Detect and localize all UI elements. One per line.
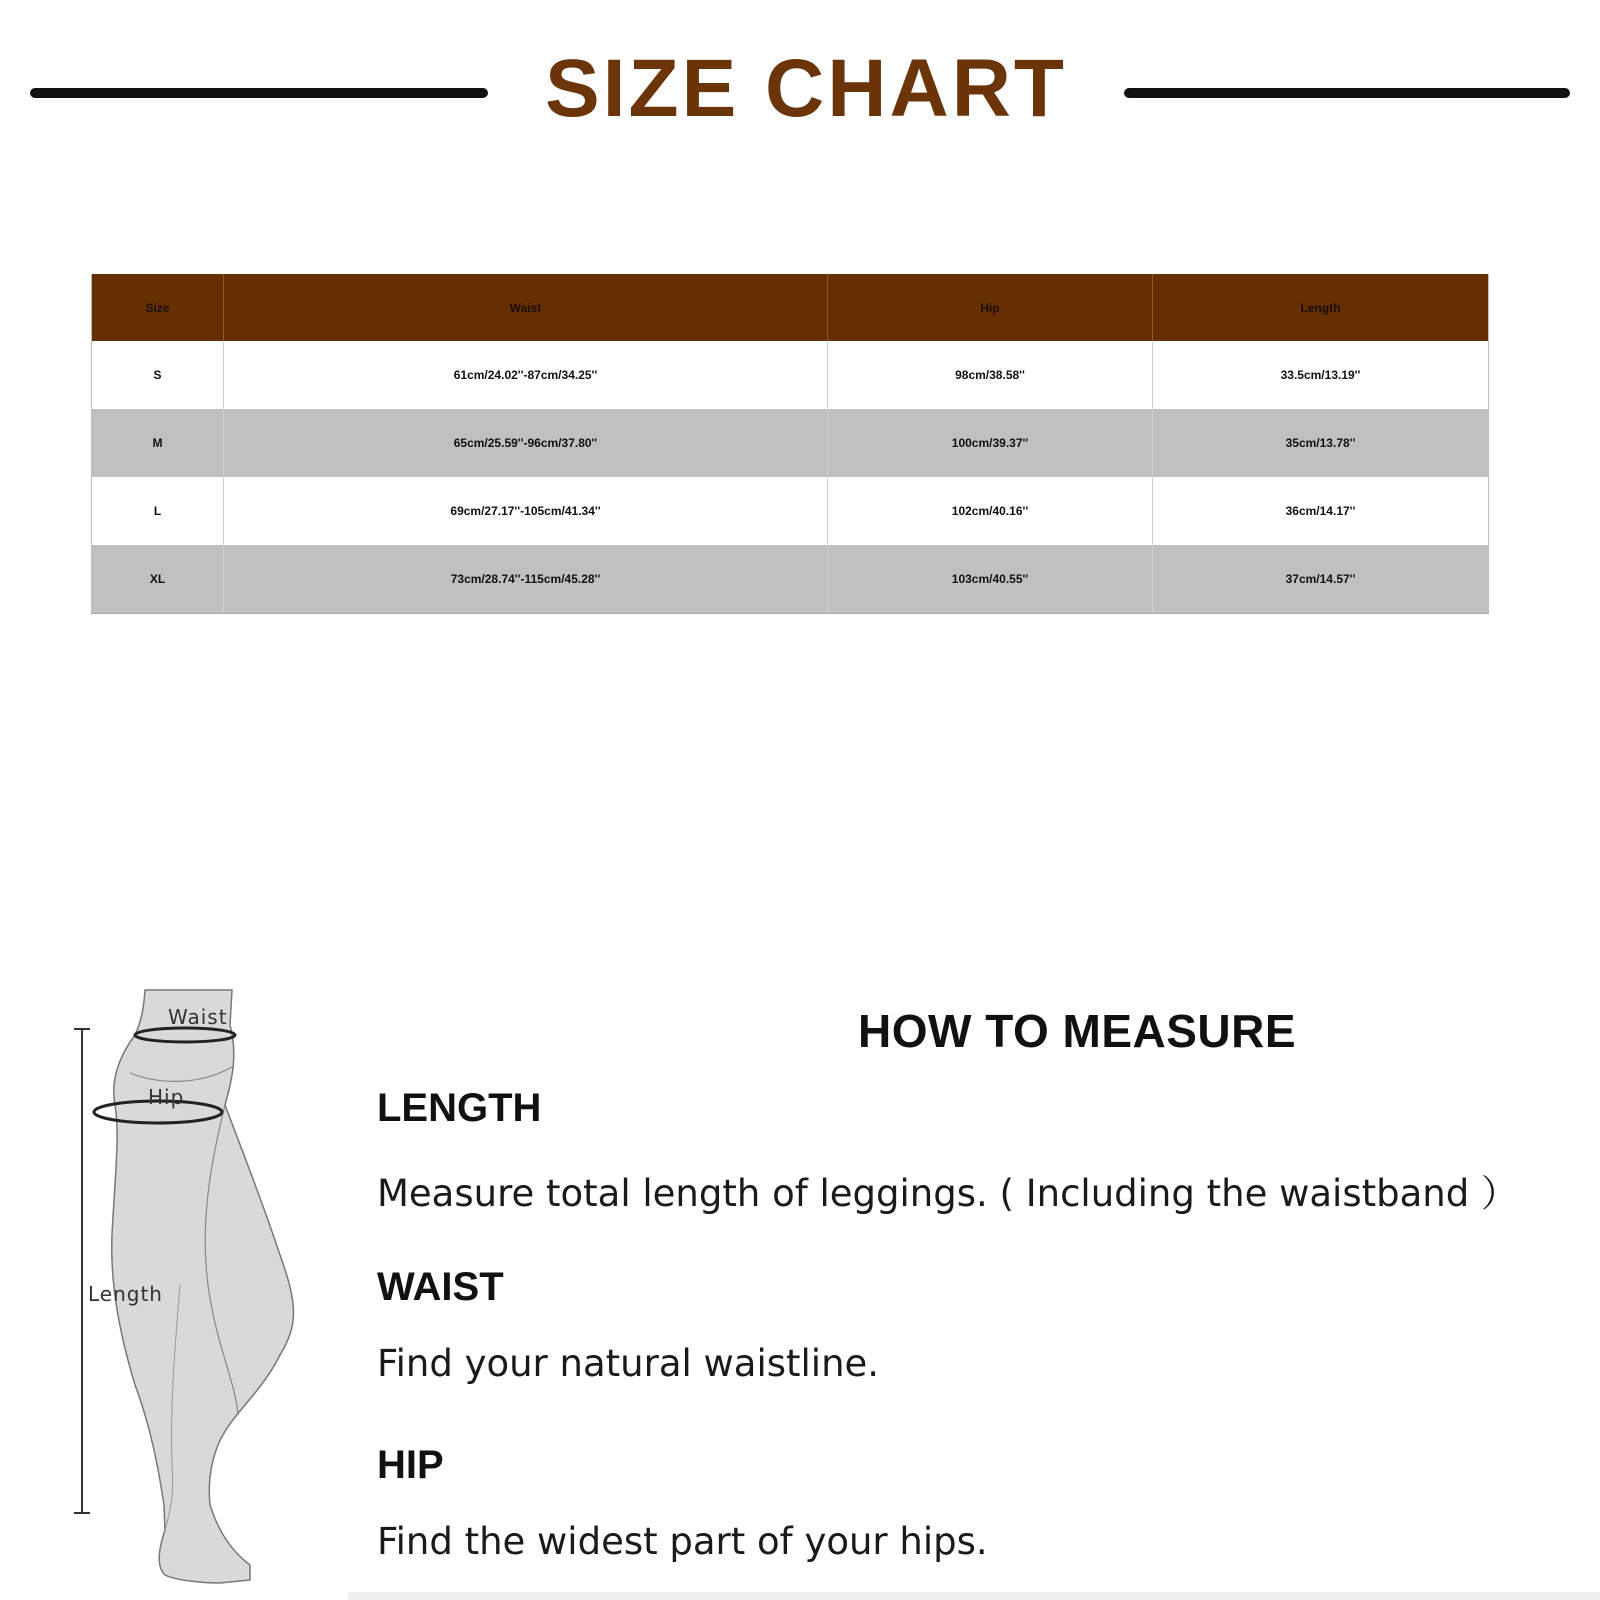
column-header-size: Size: [92, 274, 224, 341]
cell-waist: 65cm/25.59''-96cm/37.80'': [224, 409, 828, 477]
cell-length: 35cm/13.78'': [1153, 409, 1489, 477]
section-text-waist: Find your natural waistline.: [377, 1342, 880, 1385]
table-row: [92, 341, 1489, 409]
column-header-waist: Waist: [224, 274, 828, 341]
cell-hip: 102cm/40.16'': [828, 477, 1153, 545]
cell-hip: 103cm/40.55'': [828, 545, 1153, 613]
figure-label-hip: Hip: [148, 1085, 185, 1109]
column-header-length: Length: [1153, 274, 1489, 341]
cell-hip: 98cm/38.58'': [828, 341, 1153, 409]
how-to-measure-title: HOW TO MEASURE: [858, 1005, 1297, 1057]
page-title: SIZE CHART: [545, 43, 1067, 134]
cell-size: S: [92, 341, 224, 409]
table-row: [92, 409, 1489, 477]
figure-label-length: Length: [88, 1282, 163, 1306]
leggings-measure-illustration: [60, 985, 320, 1595]
section-text-length: Measure total length of leggings. ( Including the waistband ）: [377, 1172, 1518, 1215]
cell-size: L: [92, 477, 224, 545]
size-table: [91, 274, 1489, 614]
cell-waist: 61cm/24.02''-87cm/34.25'': [224, 341, 828, 409]
table-row: [92, 545, 1489, 613]
cell-size: XL: [92, 545, 224, 613]
cell-waist: 69cm/27.17''-105cm/41.34'': [224, 477, 828, 545]
section-heading-waist: WAIST: [377, 1265, 504, 1309]
header-divider-right: [1124, 88, 1570, 98]
bottom-shade: [348, 1592, 1600, 1600]
cell-hip: 100cm/39.37'': [828, 409, 1153, 477]
figure-label-waist: Waist: [168, 1005, 228, 1029]
cell-length: 37cm/14.57'': [1153, 545, 1489, 613]
section-heading-length: LENGTH: [377, 1086, 542, 1130]
cell-length: 36cm/14.17'': [1153, 477, 1489, 545]
column-header-hip: Hip: [828, 274, 1153, 341]
table-header-row: [92, 274, 1489, 341]
cell-size: M: [92, 409, 224, 477]
cell-length: 33.5cm/13.19'': [1153, 341, 1489, 409]
section-heading-hip: HIP: [377, 1443, 444, 1487]
table-row: [92, 477, 1489, 545]
header-divider-left: [30, 88, 488, 98]
cell-waist: 73cm/28.74''-115cm/45.28'': [224, 545, 828, 613]
section-text-hip: Find the widest part of your hips.: [377, 1520, 988, 1563]
